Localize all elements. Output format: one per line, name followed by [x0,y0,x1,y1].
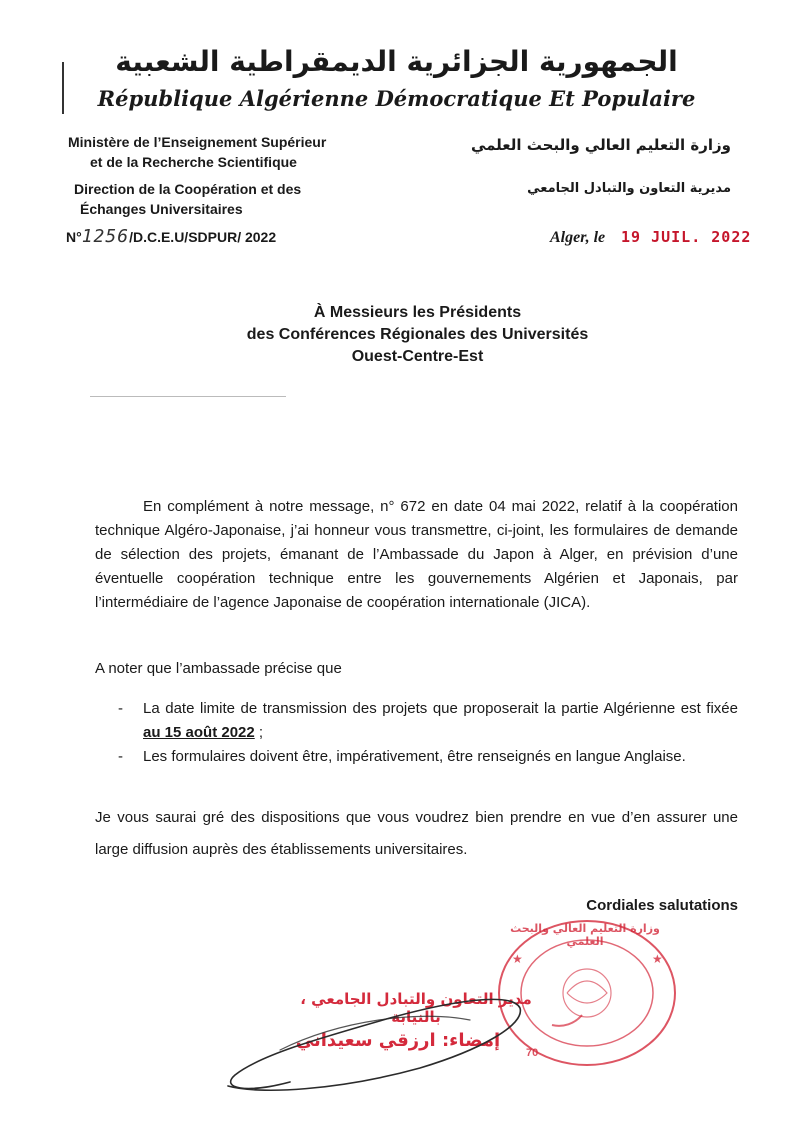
place-label: Alger, le [550,229,606,246]
bullet-list [118,697,738,769]
bullet-dash: - [118,700,123,717]
seal-text: وزارة التعليم العالي والبحث العلمي [510,922,660,948]
body-paragraph-1: En complément à notre message, n° 672 en date 04 mai 2022, relatif à la coopération technique Algéro-Japonaise, j’ai honneur vous transmettre, ci-joint, les formulaires de demande de sélection des projets, émanant de l’Ambassade du Japon à Alger, en prévision d’une éventuelle coopération technique entre les gouvernements Algérien et Japonais, par l’intermédiaire de l’agence Japonaise de coopération internationale (JICA). [95,498,738,611]
divider-line [90,396,286,397]
reference-handwritten-number: 1256 [81,226,130,247]
date-stamp: 19 JUIL. 2022 [621,228,752,246]
svg-text:★: ★ [512,952,523,966]
deadline-emphasis: au 15 août 2022 [143,724,255,741]
closing-salutation: Cordiales salutations [586,897,738,914]
place-date [550,228,751,247]
reference-prefix: N° [66,229,82,245]
ministry-line-1: Ministère de l’Enseignement Supérieur [68,134,327,150]
direction-line-2: Échanges Universitaires [80,201,243,217]
ministry-line-2: et de la Recherche Scientifique [90,154,297,170]
ministry-arabic: وزارة التعليم العالي والبحث العلمي [470,136,731,154]
signature-name: إمضاء: ارزقي سعيداني [295,1030,501,1051]
handwritten-signature [220,990,540,1100]
body-paragraph-3: Je vous saurai gré des dispositions que vous voudrez bien prendre en vue d’en assurer une large diffusion auprès des établissements universitaires. [95,809,738,858]
bullet-text-end: ; [254,724,264,741]
signature-title: مدير التعاون والتبادل الجامعي ، بالنيابة [300,990,532,1026]
svg-text:★: ★ [652,952,663,966]
addressee-line-3: Ouest-Centre-Est [351,348,484,365]
direction-line-1: Direction de la Coopération et des [74,181,302,197]
bullet-text: La date limite de transmission des projets que proposerait la partie Algérienne est fixée [143,700,738,717]
ministry-block [68,132,326,172]
bullet-dash: - [118,748,123,765]
addressee-line-1: À Messieurs les Présidents [313,304,522,321]
direction-arabic: مديرية التعاون والتبادل الجامعي [527,181,731,196]
direction-block [74,179,301,219]
bullet-text: Les formulaires doivent être, impérativement, être renseignés en langue Anglaise. [143,748,686,765]
addressee-line-2: des Conférences Régionales des Universités [246,326,589,343]
seal-number: 70 [526,1047,539,1059]
addressee-block [0,302,793,368]
bullet-item-language [118,745,738,769]
french-republic-title: République Algérienne Démocratique Et Populaire [97,86,696,111]
note-intro: A noter que l’ambassade précise que [95,660,342,677]
bullet-item-deadline [118,697,738,745]
reference-number [66,226,276,247]
arabic-republic-title: الجمهورية الجزائرية الديمقراطية الشعبية [115,45,678,78]
reference-suffix: /D.C.E.U/SDPUR/ 2022 [129,229,277,245]
